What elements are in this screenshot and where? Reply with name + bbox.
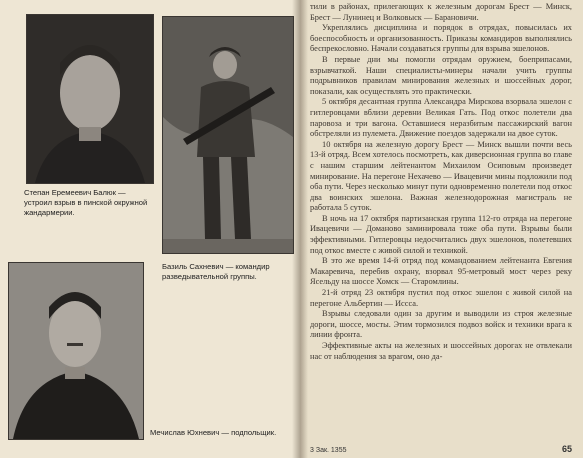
partisan-photo-2-image	[163, 17, 293, 253]
page-footer	[310, 444, 572, 454]
photo-caption-2-text: Базиль Сахневич — командир разведывательной группы.	[162, 262, 270, 281]
printer-mark: 3 Зак. 1355	[310, 447, 347, 454]
photo-caption-2	[162, 262, 294, 282]
portrait-photo-3-image	[9, 263, 143, 439]
portrait-photo-1-image	[27, 15, 153, 183]
portrait-photo-1	[26, 14, 154, 184]
photo-caption-3-text: Мечислав Юхневич — подпольщик.	[150, 428, 277, 437]
paragraph-3: В первые дни мы помогли отрядам оружием, боеприпасами, взрывчаткой. Наши специалисты-минеры начали учить группы подрывников правилам минирования железных и шоссейных дорог, показали, как осуществлять это практически.	[310, 54, 572, 96]
paragraph-8: 21-й отряд 23 октября пустил под откос эшелон с живой силой на перегоне Альбертин — Иссса.	[310, 288, 572, 308]
partisan-photo-2	[162, 16, 294, 254]
photo-caption-3	[150, 428, 294, 438]
right-page	[300, 0, 583, 458]
paragraph-2: Укреплялись дисциплина и порядок в отрядах, повысилась их боеспособность и организованность. Приказы командиров выполнялись беспрекословно. Начали создаваться группы для взрыва эшелонов.	[310, 23, 572, 54]
page-number: 65	[561, 444, 572, 454]
portrait-photo-3	[8, 262, 144, 440]
paragraph-9: Взрывы следовали один за другим и выводили из строя железные дороги, шоссе, мосты. Этим тормозился подвоз войск и техники врага к линии фронта.	[310, 309, 572, 340]
paragraph-5: 10 октября на железную дорогу Брест — Минск вышли почти весь 13-й отряд. Всем хотелось посмотреть, как диверсионная группа во главе с нашим старшим лейтенантом Михаилом Осиповым произведет минирование. На перегоне Нехачево — Ивацевичи мины подложили под оба пути. Через несколько минут пути одновременно полетели под откос два воинских эшелона. Важная железнодорожная магистраль не работала 5 суток.	[310, 139, 572, 213]
paragraph-7: В это же время 14-й отряд под командованием лейтенанта Евгения Макаревича, перебив охрану, взорвал 95-метровый мост через реку Ясельду на шоссе Хомск — Старомлины.	[310, 256, 572, 287]
photo-caption-1-text: Степан Еремеевич Балюк — устроил взрыв в пинской окружной жандармерии.	[24, 188, 148, 217]
paragraph-1: тили в районах, прилегающих к железным дорогам Брест — Минск, Брест — Лунинец и Волковыск — Барановичи.	[310, 2, 572, 22]
photo-caption-1	[24, 188, 154, 218]
paragraph-4: 5 октября десантная группа Александра Мирскова взорвала эшелон с гитлеровцами вблизи деревни Великая Гать. Под откос полетели два паровоза и три вагона. Оставшиеся неразбитым пассажирский вагон обстреляли из пулемета. Движение поездов задержали на двое суток.	[310, 97, 572, 139]
paragraph-10: Эффективные акты на железных и шоссейных дорогах не отвлекали нас от наблюдения за врагом, оно да-	[310, 341, 572, 361]
main-text-column	[310, 2, 572, 362]
paragraph-6: В ночь на 17 октября партизанская группа 112-го отряда на перегоне Ивацевичи — Доманово заминировала тоже оба пути. Взрывы были эффективными. Гитлеровцы недосчитались двух эшелонов, полетевших под откос вместе с живой силой и техникой.	[310, 213, 572, 255]
